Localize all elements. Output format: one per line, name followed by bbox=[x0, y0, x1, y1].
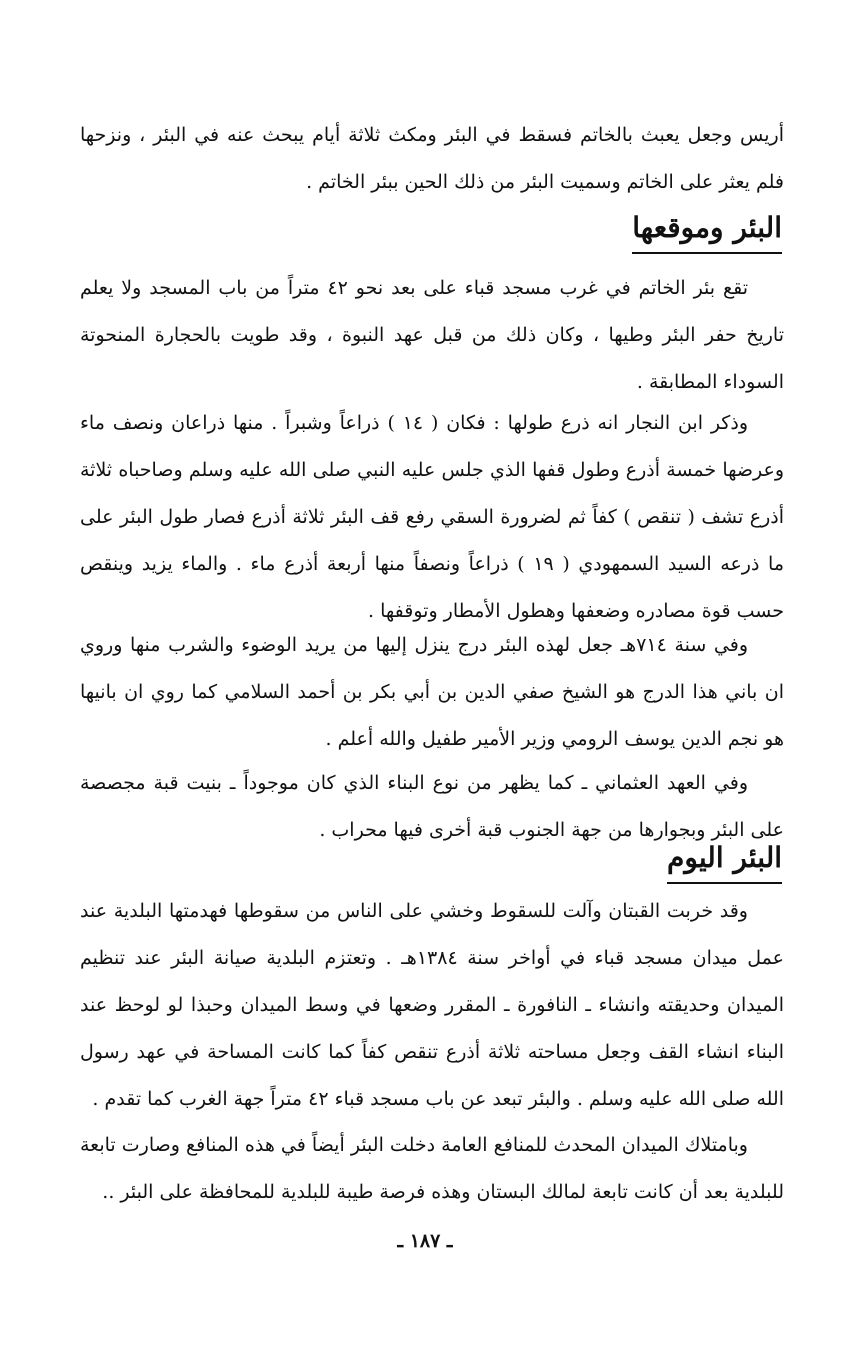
paragraph-stairs: وفي سنة ٧١٤هـ جعل لهذه البئر درج ينزل إليها من يريد الوضوء والشرب منها وروي ان باني هذا الدرج هو الشيخ صفي الدين بن أبي بكر بن أحمد السلامي كما روي ان بانيها هو نجم الدين يوسف الرومي وزير الأمير طفيل والله أعلم . bbox=[80, 634, 784, 750]
paragraph-ring-story: أريس وجعل يعبث بالخاتم فسقط في البئر ومكث ثلاثة أيام يبحث عنه في البئر ، ونزحها فلم يعثر على الخاتم وسميت البئر من ذلك الحين ببئر الخاتم . bbox=[80, 124, 784, 193]
paragraph-dimensions: وذكر ابن النجار انه ذرع طولها : فكان ( ١٤ ) ذراعاً وشبراً . منها ذراعان ونصف ماء وعرضها خمسة أذرع وطول قفها الذي جلس عليه النبي صلى الله عليه وسلم وصاحباه ثلاثة أذرع تشف ( تنقص ) كفاً ثم لضرورة السقي رفع قف البئر ثلاثة أذرع فصار طول البئر على ما ذرعه السيد السمهودي ( ١٩ ) ذراعاً ونصفاً منها أربعة أذرع ماء . والماء يزيد وينقص حسب قوة مصادره وضعفها وهطول الأمطار وتوقفها . bbox=[80, 412, 784, 622]
page-number: ـ ١٨٧ ـ bbox=[397, 1230, 453, 1252]
section-heading-location: البئر وموقعها bbox=[632, 208, 782, 254]
paragraph-ottoman-era: وفي العهد العثماني ـ كما يظهر من نوع البناء الذي كان موجوداً ـ بنيت قبة مجصصة على البئر وبجوارها من جهة الجنوب قبة أخرى فيها محراب . bbox=[80, 772, 784, 841]
section-heading-today: البئر اليوم bbox=[667, 838, 782, 884]
paragraph-demolition: وقد خربت القبتان وآلت للسقوط وخشي على الناس من سقوطها فهدمتها البلدية عند عمل ميدان مسجد قباء في أواخر سنة ١٣٨٤هـ . وتعتزم البلدية صيانة البئر عند تنظيم الميدان وحديقته وانشاء ـ النافورة ـ المقرر وضعها في وسط الميدان وحبذا لو لوحظ عند البناء انشاء القف وجعل مساحته ثلاثة أذرع تنقص كفاً كما كانت المساحة في عهد رسول الله صلى الله عليه وسلم . والبئر تبعد عن باب مسجد قباء ٤٢ متراً جهة الغرب كما تقدم . bbox=[80, 900, 785, 1110]
paragraph-location: تقع بئر الخاتم في غرب مسجد قباء على بعد نحو ٤٢ متراً من باب المسجد ولا يعلم تاريخ حفر البئر وطيها ، وكان ذلك من قبل عهد النبوة ، وقد طويت بالحجارة المنحوتة السوداء المطابقة . bbox=[80, 277, 784, 393]
paragraph-municipality: وبامتلاك الميدان المحدث للمنافع العامة دخلت البئر أيضاً في هذه المنافع وصارت تابعة للبلدية بعد أن كانت تابعة لمالك البستان وهذه فرصة طيبة للبلدية للمحافظة على البئر .. bbox=[80, 1134, 784, 1203]
